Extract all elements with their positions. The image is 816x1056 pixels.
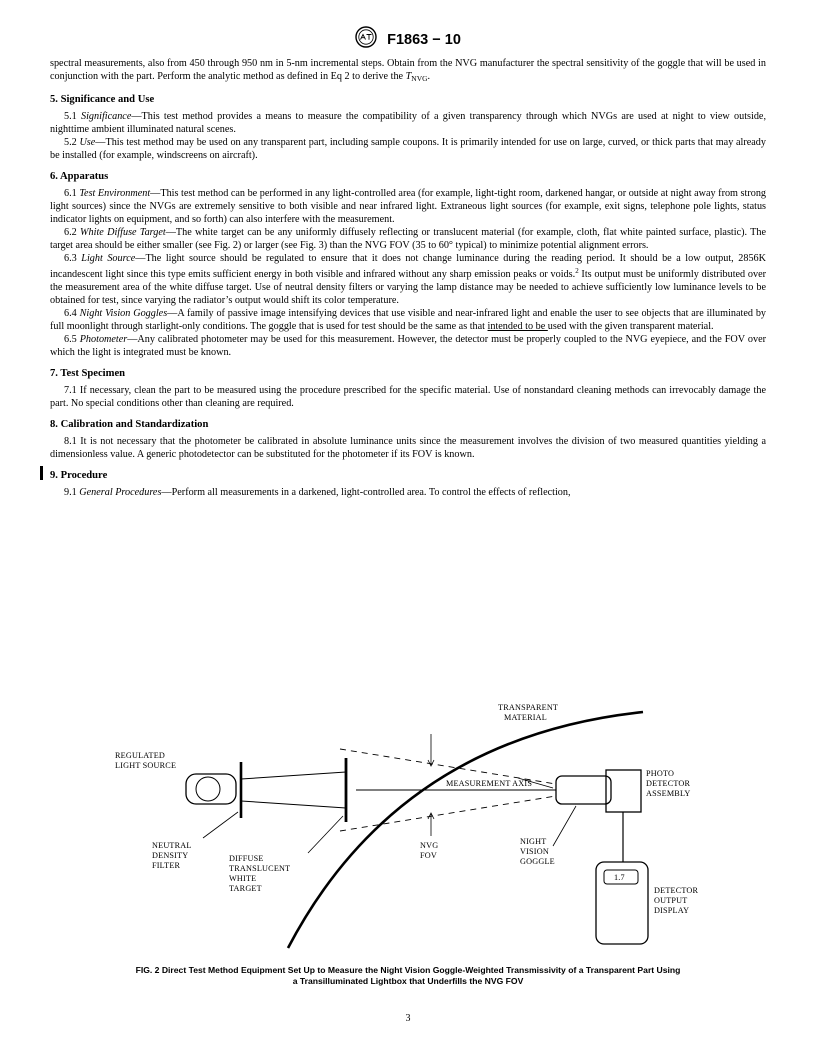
intro-text: spectral measurements, also from 450 through 950 nm in 5-nm incremental steps. Obtain from the NVG manufacturer the spectral sensitivity of the goggle that will be used in conjunction with the part. Perform the analytic method as defined in Eq 2 to derive the (50, 58, 766, 82)
equipment-setup-diagram (98, 698, 758, 958)
para-term: Test Environment (79, 188, 151, 199)
label-vision: VISION (520, 847, 549, 856)
leader-neutral-filter (203, 812, 238, 838)
paragraph-7-1: 7.1 If necessary, clean the part to be measured using the procedure prescribed for the specific material. Use of nonstandard cleaning methods can irrevocably damage the part. No special conditions other than cleaning are required. (50, 385, 766, 409)
label-material: MATERIAL (504, 713, 547, 722)
lightbox-top-edge (241, 772, 346, 779)
document-body (50, 57, 766, 499)
para-term: General Procedures (79, 487, 162, 498)
para-number: 5.1 (64, 111, 81, 122)
intro-end: . (427, 71, 431, 82)
night-vision-goggle (556, 776, 611, 804)
para-text: —Perform all measurements in a darkened, light-controlled area. To control the effects of reflection, (161, 487, 571, 498)
para-text: —The white target can be any uniformly diffusely reflecting or translucent material (for example, cloth, flat white painted surface, plastic). The target area should be either smaller (see Fig. 2) or larger (see Fig. 3) than the NVG FOV (35 to 60° typical) to minimize potential alignment errors. (50, 227, 767, 251)
page-number: 3 (405, 1013, 411, 1024)
para-term: Photometer (79, 334, 128, 345)
label-assembly: ASSEMBLY (646, 789, 691, 798)
label-diffuse: DIFFUSE (229, 854, 264, 863)
transparent-material-curve (288, 712, 643, 948)
label-light-source: LIGHT SOURCE (115, 761, 177, 770)
para-number: 9.1 (64, 487, 80, 498)
para-term: White Diffuse Target (80, 227, 166, 238)
figure-caption (60, 965, 756, 987)
t-symbol: T (405, 71, 412, 82)
label-density: DENSITY (152, 851, 189, 860)
label-output: OUTPUT (654, 896, 688, 905)
para-text: —A family of passive image intensifying devices that use visible and near-infrared light and enable the user to see objects that are illuminated by full moonlight through starlight-only conditions. The goggle that is used for test should be the same as that (50, 308, 767, 332)
para-text: —This test method can be performed in any light-controlled area (for example, light-tight room, darkened hangar, or outside at night away from strong light sources) since the NVGs are extremely sensitive to both visible and near infrared light. Extraneous light sources (for example, exit signs, telephone pole lights, status indicator lights on equipment, and so forth) can also interfere with the measurement. (50, 188, 767, 225)
para-number: 6.5 (64, 334, 80, 345)
label-white: WHITE (229, 874, 257, 883)
astm-logo-icon (355, 26, 377, 53)
label-night: NIGHT (520, 837, 547, 846)
paragraph-6-5 (50, 333, 766, 359)
paragraph-6-1 (50, 187, 766, 226)
label-translucent: TRANSLUCENT (229, 864, 291, 873)
leader-goggle (553, 806, 576, 846)
label-fov: FOV (420, 851, 437, 860)
label-measurement-axis: MEASUREMENT AXIS (446, 779, 533, 788)
label-display: DISPLAY (654, 906, 690, 915)
label-goggle: GOGGLE (520, 857, 555, 866)
para-term: Night Vision Goggles (79, 308, 168, 319)
figure-2-diagram (98, 698, 758, 958)
para-term: Significance (81, 111, 132, 122)
lightbox-bottom-edge (241, 801, 346, 808)
paragraph-6-3 (50, 252, 766, 307)
section-6-heading: 6. Apparatus (50, 171, 109, 182)
revision-underline: intended to be (487, 321, 548, 332)
paragraph-5-1 (50, 110, 766, 136)
para-number: 6.4 (64, 308, 80, 319)
para-term: Use (79, 137, 96, 148)
section-9-heading: 9. Procedure (50, 470, 108, 481)
label-nvg: NVG (420, 841, 439, 850)
label-filter: FILTER (152, 861, 181, 870)
para-number: 6.3 (64, 253, 82, 264)
para-number: 5.2 (64, 137, 80, 148)
section-8-heading: 8. Calibration and Standardization (50, 419, 209, 430)
label-detector: DETECTOR (646, 779, 691, 788)
section-7-heading: 7. Test Specimen (50, 368, 126, 379)
section-5-heading: 5. Significance and Use (50, 94, 155, 105)
paragraph-8-1: 8.1 It is not necessary that the photometer be calibrated in absolute luminance units since the measurement involves the division of two measured quantities yielding a dimensionless value. A generic photodetector can be substituted for the photometer if its FOV is known. (50, 436, 766, 460)
paragraph-5-2 (50, 136, 766, 162)
paragraph-6-2 (50, 226, 766, 252)
fov-lower-dashed (340, 796, 556, 831)
para-text: —This test method may be used on any transparent part, including sample coupons. It is primarily intended for use on large, curved, or thick parts that may already be installed (for example, windscreens on aircraft). (50, 137, 766, 161)
display-readout-value: 1.7 (614, 873, 625, 882)
leader-diffuse-target (308, 816, 343, 853)
para-term: Light Source (81, 253, 136, 264)
para-text: —The light source should be regulated to ensure that it does not change luminance during the reading period. It should be a low output, 2856K incandescent light since this type emits sufficient energy in both visible and infrared without any sharp emission peaks or voids. (50, 253, 766, 280)
label-neutral: NEUTRAL (152, 841, 192, 850)
footnote-ref: 2 (575, 267, 579, 275)
revision-change-bar (40, 466, 43, 480)
page-header (0, 26, 816, 53)
para-text: —This test method provides a means to measure the compatibility of a given transparency through which NVGs are used at night to view outside, nighttime ambient illuminated natural scenes. (50, 111, 767, 135)
para-text: —Any calibrated photometer may be used for this measurement. However, the detector must be properly coupled to the NVG eyepiece, and the FOV over which the light is integrated must be known. (50, 334, 766, 358)
para-text-continued: Its output must be uniformly distributed over the measurement area of the white diffuse target. Use of neutral density filters or varying the lamp distance may be needed to achieve sufficiently low luminance levels to be obtained for test, since varying the radiator’s output would shift its color temperature. (50, 269, 767, 306)
label-photo: PHOTO (646, 769, 675, 778)
para-number: 6.1 (64, 188, 80, 199)
standard-designation: F1863 − 10 (387, 31, 461, 48)
para-text-continued: used with the given transparent material. (547, 321, 714, 332)
figure-caption-line-2: a Transilluminated Lightbox that Underfills the NVG FOV (292, 976, 524, 986)
t-subscript: NVG (411, 74, 428, 83)
paragraph-6-4 (50, 307, 766, 333)
figure-caption-line-1: FIG. 2 Direct Test Method Equipment Set Up to Measure the Night Vision Goggle-Weighted Transmissivity of a Transparent Part Using (135, 965, 681, 975)
para-number: 6.2 (64, 227, 81, 238)
label-detector-output: DETECTOR (654, 886, 699, 895)
light-source-bulb (196, 777, 220, 801)
paragraph-9-1 (50, 486, 766, 499)
label-target: TARGET (229, 884, 262, 893)
label-regulated: REGULATED (115, 751, 166, 760)
light-source-housing (186, 774, 236, 804)
intro-paragraph (50, 57, 766, 85)
label-transparent: TRANSPARENT (498, 703, 559, 712)
